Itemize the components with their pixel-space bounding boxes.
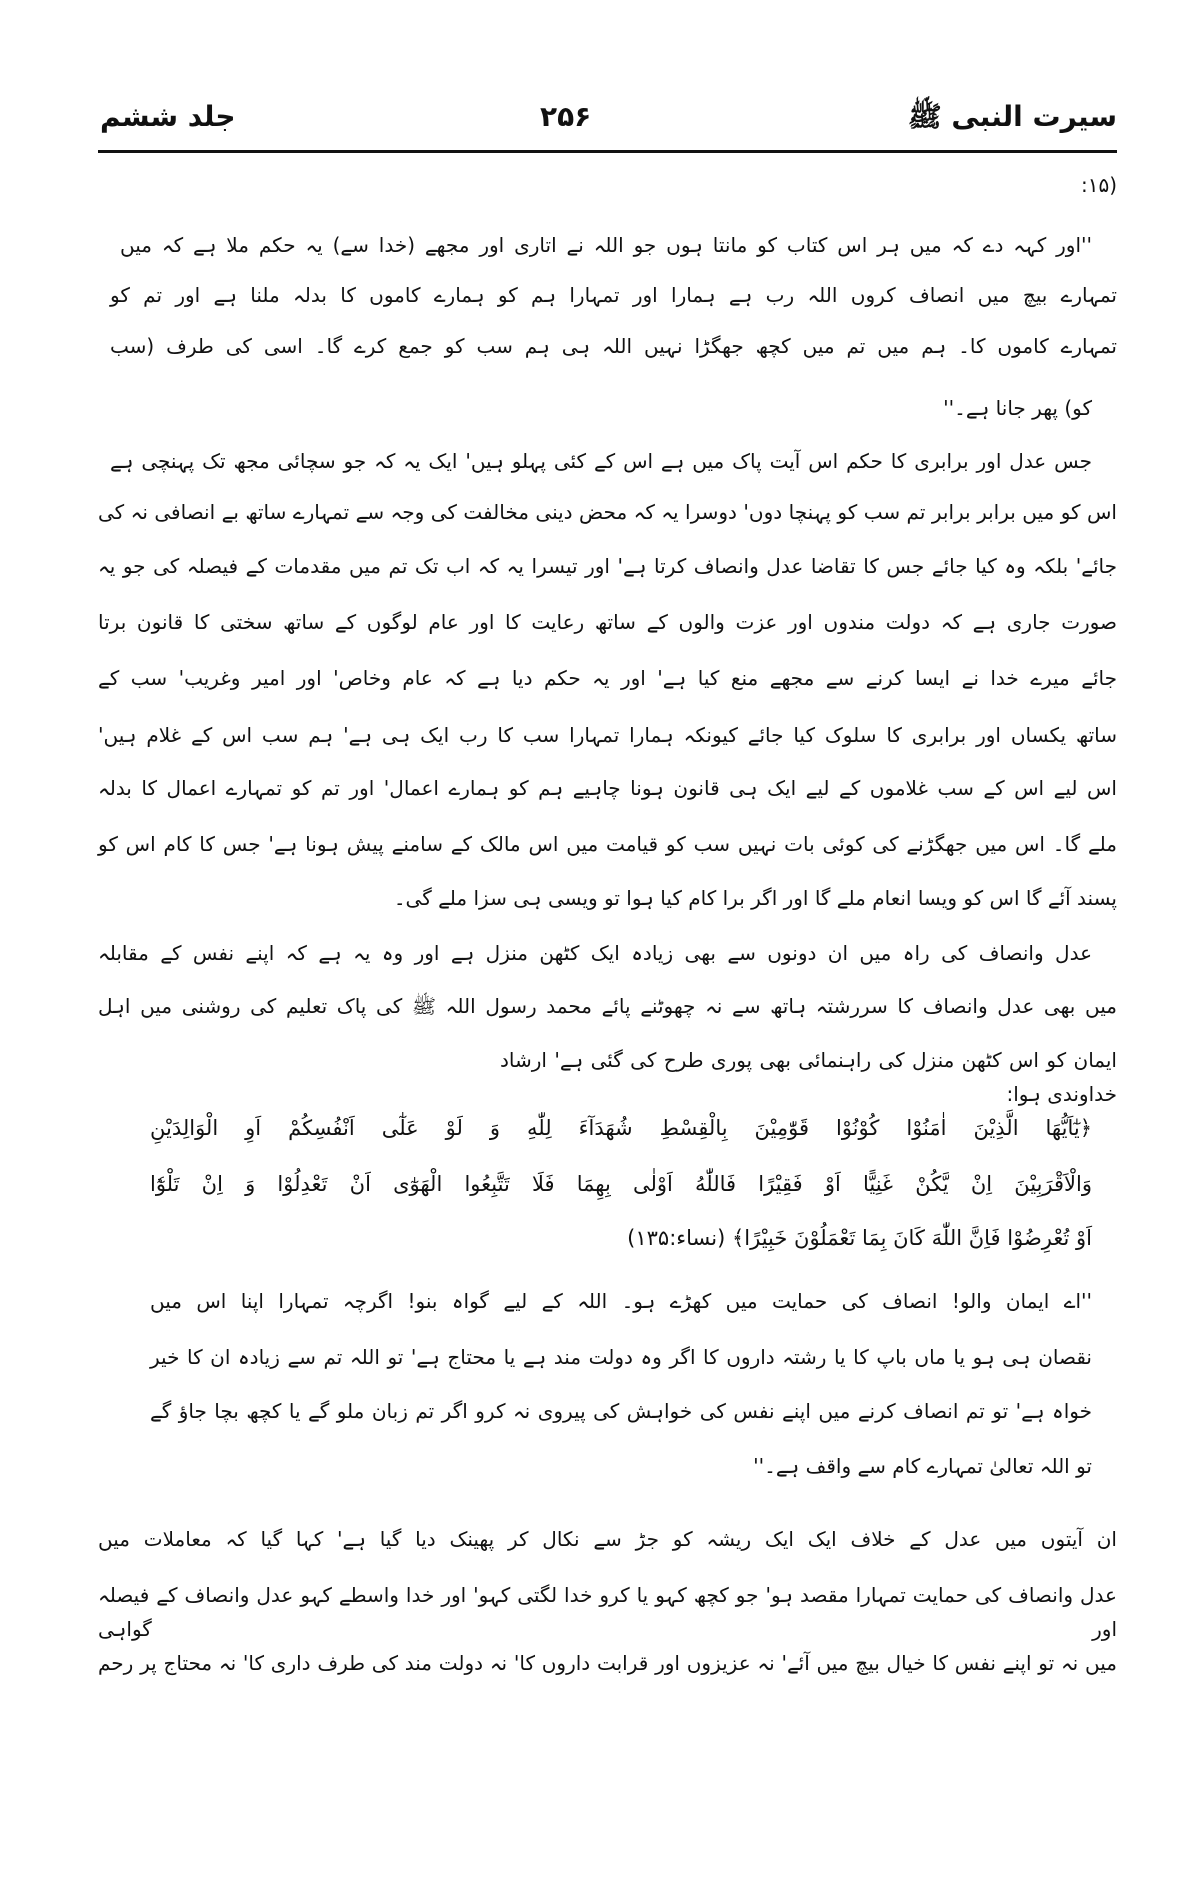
text-line: کو) پھر جانا ہے۔'' bbox=[943, 396, 1092, 420]
text-line: ''اور کہہ دے کہ میں ہر اس کتاب کو مانتا ہوں جو اللہ نے اتاری اور مجھے (خدا سے) یہ حکم ملا ہے کہ میں bbox=[120, 233, 1092, 257]
verse-number: (۱۵: bbox=[1080, 173, 1117, 197]
text-line: اس کو میں برابر برابر تم سب کو پہنچا دوں' دوسرا یہ کہ محض دینی مخالفت کی وجہ سے تمہارے ساتھ بے انصافی نہ کی bbox=[98, 500, 1117, 524]
running-header-title: سیرت النبی ﷺ bbox=[907, 100, 1117, 133]
quran-verse-line: وَالْاَقْرَبِیْنَ اِنْ یَّكُنْ غَنِیًّا اَوْ فَقِیْرًا فَاللّٰهُ اَوْلٰی بِهِمَا فَلَا تَتَّبِعُوا الْهَوٰٓی اَنْ تَعْدِلُوْا وَ اِنْ تَلْوٗٓا bbox=[150, 1172, 1092, 1196]
header-rule bbox=[98, 150, 1117, 153]
text-line: جائے میرے خدا نے ایسا کرنے سے مجھے منع کیا ہے' اور یہ حکم دیا ہے کہ عام وخاص' اور امیر وغریب' سب کے bbox=[98, 666, 1117, 690]
text-line: جس عدل اور برابری کا حکم اس آیت پاک میں ہے اس کے کئی پہلو ہیں' ایک یہ کہ جو سچائی مجھ تک پہنچی ہے bbox=[110, 449, 1092, 473]
quran-verse-line: اَوْ تُعْرِضُوْا فَاِنَّ اللّٰهَ كَانَ بِمَا تَعْمَلُوْنَ خَبِیْرًا﴾ (نساء:۱۳۵) bbox=[627, 1226, 1092, 1250]
text-line: نقصان ہی ہو یا ماں باپ کا یا رشتہ داروں کا اگر وہ دولت مند ہے یا محتاج ہے' تو اللہ تم سے زیادہ ان کا خیر bbox=[150, 1345, 1092, 1369]
text-line: ساتھ یکساں اور برابری کا سلوک کیا جائے کیونکہ ہمارا تمہارا سب کا رب ایک ہی ہے' ہم سب اس کے غلام ہیں' bbox=[98, 723, 1117, 747]
page-body bbox=[0, 168, 1192, 1700]
text-line: عدل وانصاف کی حمایت تمہارا مقصد ہو' جو کچھ کہو یا کرو خدا لگتی کہو' اور خدا واسطے کہو عدل وانصاف کے فیصلہ اور گواہی bbox=[98, 1583, 1117, 1641]
volume-label: جلد ششم bbox=[100, 100, 236, 133]
text-line: پسند آئے گا اس کو ویسا انعام ملے گا اور اگر برا کام کیا ہوا تو ویسی ہی سزا ملے گی۔ bbox=[393, 886, 1117, 910]
text-line: تمہارے کاموں کا۔ ہم میں تم میں کچھ جھگڑا نہیں اللہ ہی ہم سب کو جمع کرے گا۔ اسی کی طرف (سب bbox=[110, 334, 1117, 358]
text-line: تمہارے بیچ میں انصاف کروں اللہ رب ہے ہمارا اور تمہارا ہم کو ہمارے کاموں کا بدلہ ملنا ہے اور تم کو bbox=[110, 283, 1118, 307]
quran-verse-line: ﴿یٰٓاَیُّهَا الَّذِیْنَ اٰمَنُوْا كُوْنُوْا قَوّٰمِیْنَ بِالْقِسْطِ شُهَدَآءَ لِلّٰهِ وَ لَوْ عَلٰٓی اَنْفُسِكُمْ اَوِ الْوَالِدَیْنِ bbox=[150, 1116, 1092, 1140]
text-line: اس لیے اس کے سب غلاموں کے لیے ایک ہی قانون ہونا چاہیے ہم کو ہمارے اعمال' اور تم کو تمہارے اعمال کا بدلہ bbox=[98, 776, 1117, 800]
text-line: تو اللہ تعالیٰ تمہارے کام سے واقف ہے۔'' bbox=[753, 1454, 1092, 1478]
page-number: ۲۵۶ bbox=[540, 100, 592, 133]
text-line: ان آیتوں میں عدل کے خلاف ایک ایک ریشہ کو جڑ سے نکال کر پھینک دیا گیا ہے' کہا گیا کہ معاملات میں bbox=[98, 1527, 1117, 1551]
text-line: میں بھی عدل وانصاف کا سررشتہ ہاتھ سے نہ چھوٹنے پائے محمد رسول اللہ ﷺ کی پاک تعلیم کی روشنی میں اہل bbox=[98, 994, 1117, 1018]
text-line: ''اے ایمان والو! انصاف کی حمایت میں کھڑے ہو۔ اللہ کے لیے گواہ بنو! اگرچہ تمہارا اپنا اس میں bbox=[150, 1289, 1092, 1313]
text-line: جائے' بلکہ وہ کیا جائے جس کا تقاضا عدل وانصاف کرتا ہے' اور تیسرا یہ کہ اب تک تم میں مقدمات کے فیصلہ کی جو یہ bbox=[98, 554, 1117, 578]
text-line: صورت جاری ہے کہ دولت مندوں اور عزت والوں کے ساتھ رعایت کا اور عام لوگوں کے ساتھ سختی کا قانون برتا bbox=[98, 610, 1117, 634]
text-line: ایمان کو اس کٹھن منزل کی راہنمائی بھی پوری طرح کی گئی ہے' ارشاد خداوندی ہوا: bbox=[500, 1048, 1117, 1106]
text-line: میں نہ تو اپنے نفس کا خیال بیچ میں آئے' نہ عزیزوں اور قرابت داروں کا' نہ دولت مند کی طرف داری کا' نہ محتاج پر رحم bbox=[98, 1651, 1117, 1675]
text-line: عدل وانصاف کی راہ میں ان دونوں سے بھی زیادہ ایک کٹھن منزل ہے اور وہ یہ ہے کہ اپنے نفس کے مقابلہ bbox=[98, 941, 1092, 965]
text-line: خواہ ہے' تو تم انصاف کرنے میں اپنے نفس کی خواہش کی پیروی نہ کرو اگر تم زبان ملو گے یا کچھ بچا جاؤ گے bbox=[150, 1399, 1092, 1423]
text-line: ملے گا۔ اس میں جھگڑنے کی کوئی بات نہیں سب کو قیامت میں اس مالک کے سامنے پیش ہونا ہے' جس کا کام اس کو bbox=[98, 832, 1117, 856]
